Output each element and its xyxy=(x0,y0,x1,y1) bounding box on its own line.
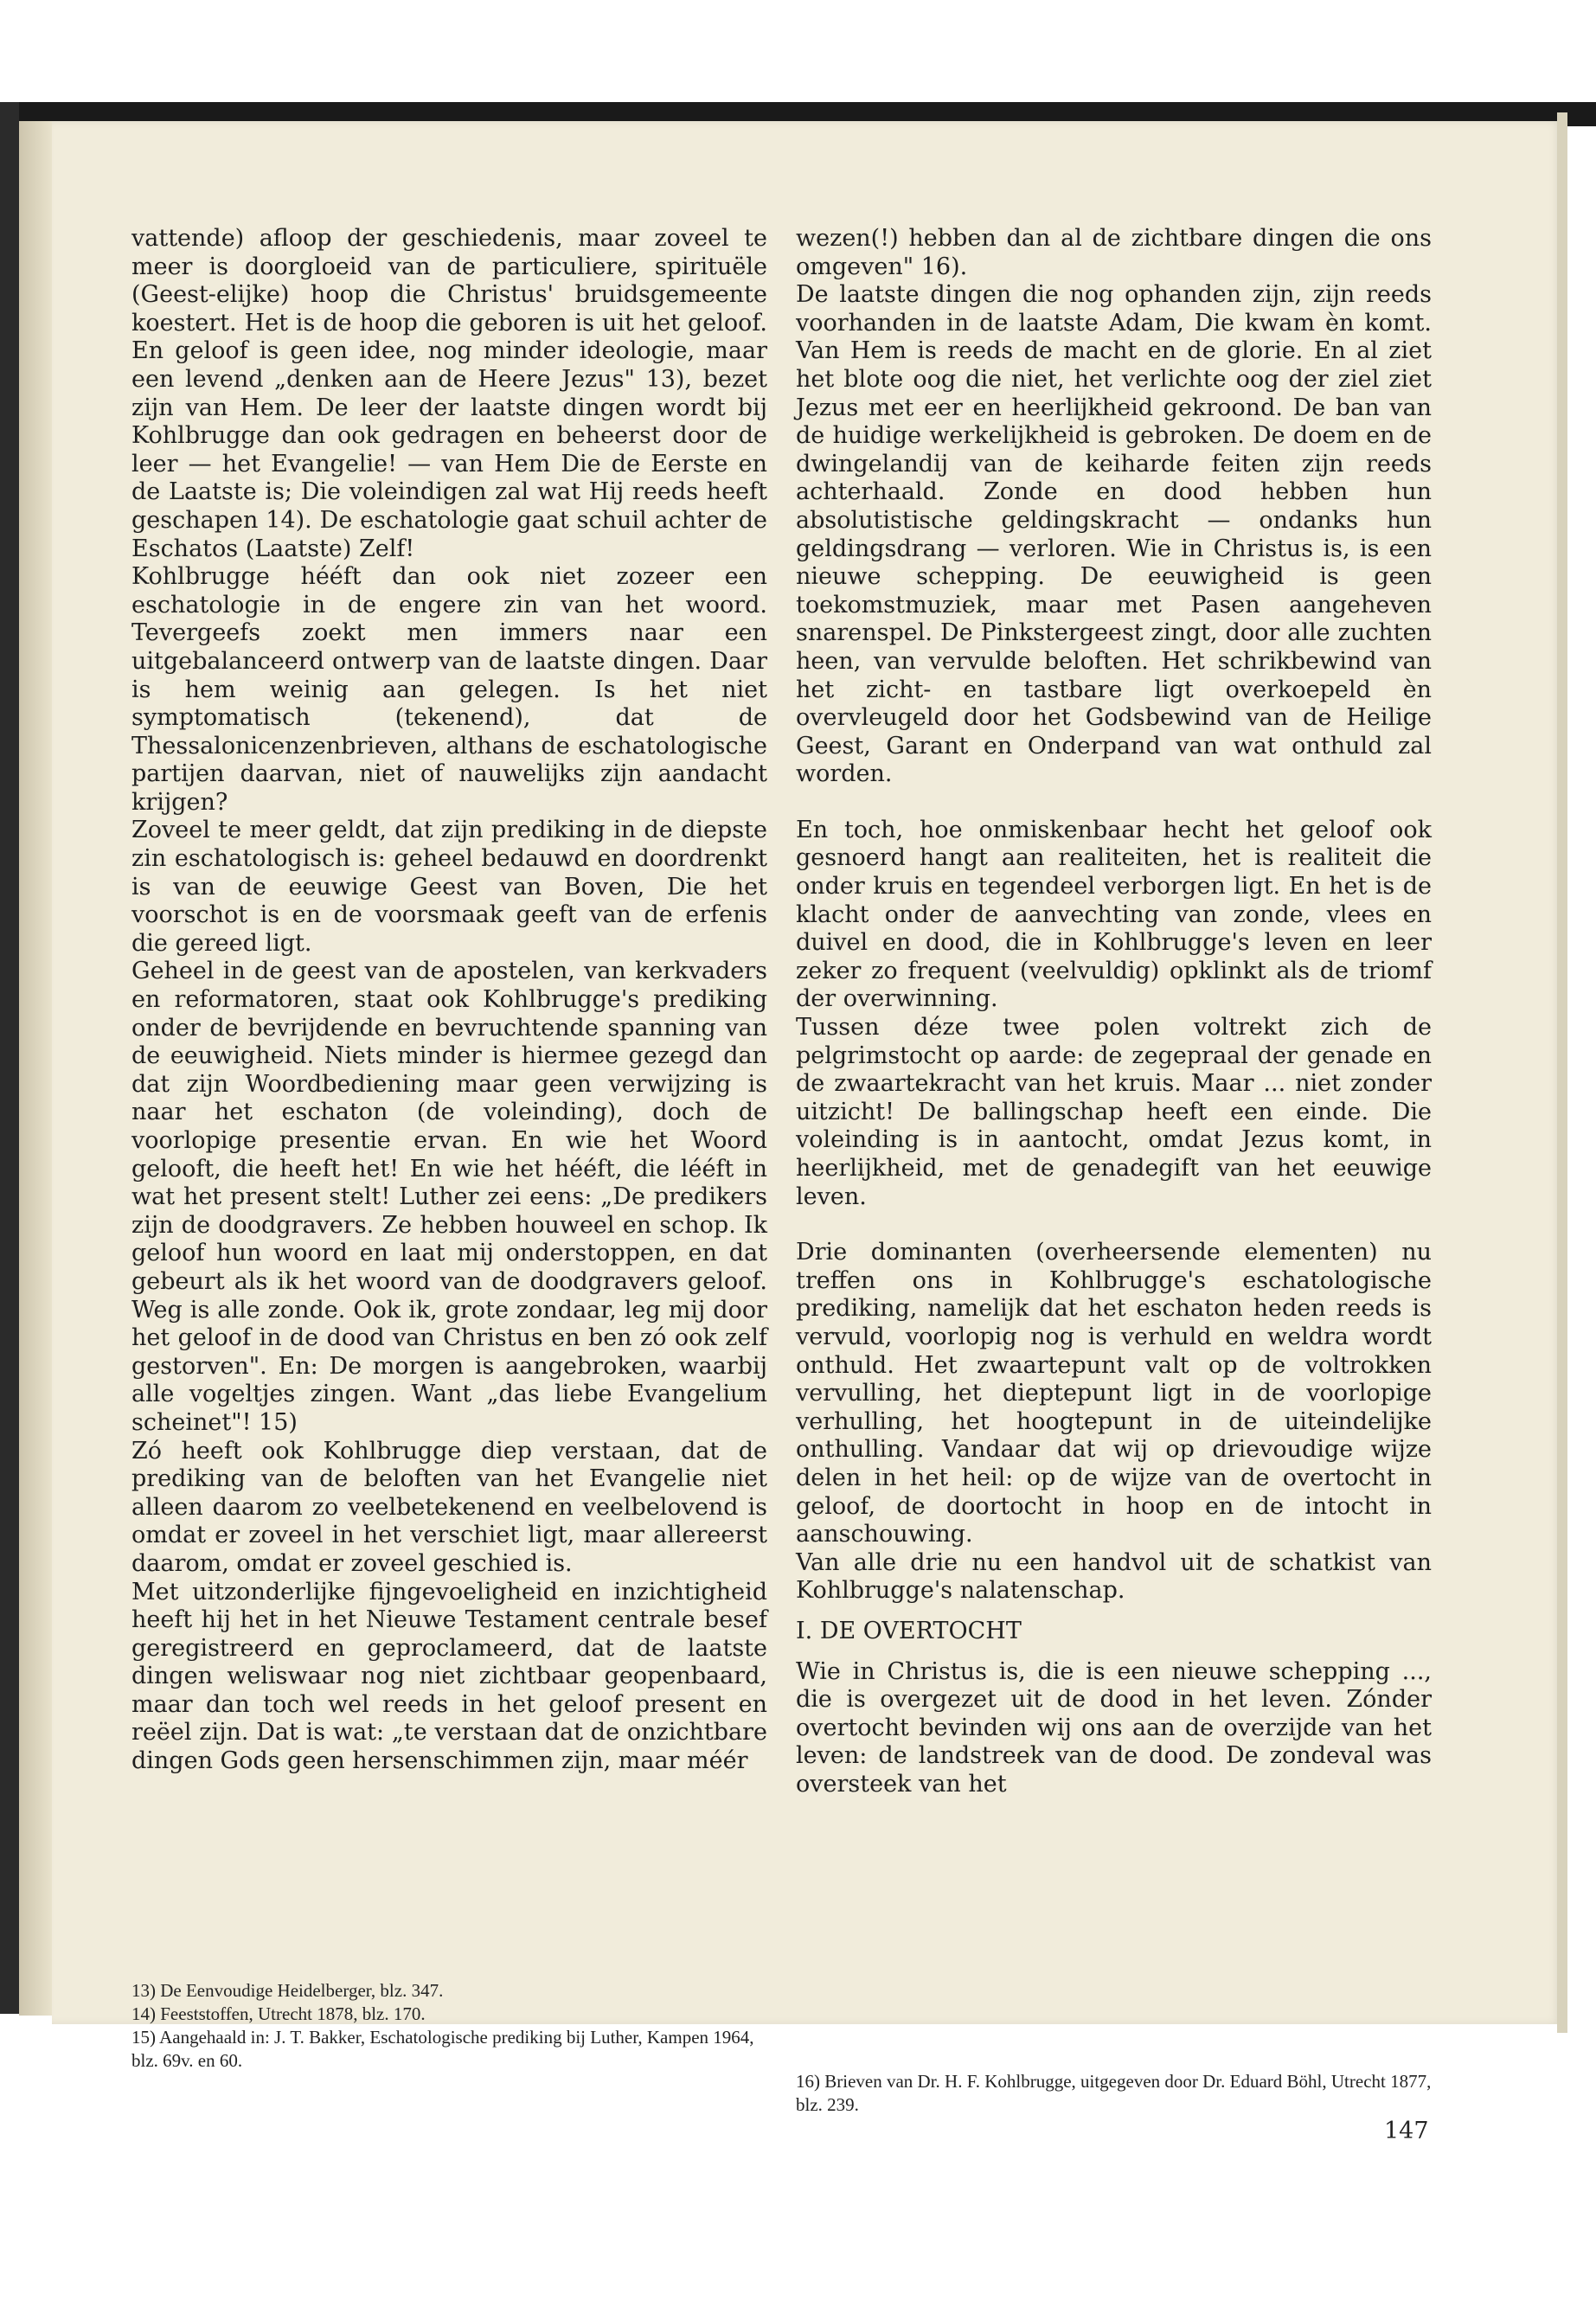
paragraph: Drie dominanten (overheersende elementen) nu treffen ons in Kohlbrugge's eschatologische prediking, namelijk dat het eschaton heden reeds is vervuld, voorlopig nog is verhuld en weldra wordt onthuld. Het zwaartepunt valt op de voltrokken vervulling, het dieptepunt ligt in de voorlopige verhulling, het hoogtepunt in de uiteindelijke onthulling. Vandaar dat wij op drievoudige wijze delen in het heil: op de wijze van de overtocht in geloof, de doortocht in hoop en de intocht in aanschouwing. xyxy=(796,1239,1432,1548)
paragraph: Van alle drie nu een handvol uit de schatkist van Kohlbrugge's nalatenschap. xyxy=(796,1548,1432,1605)
paragraph: De laatste dingen die nog ophanden zijn, zijn reeds voorhanden in de laatste Adam, Die kwam èn komt. Van Hem is reeds de macht en de glorie. En al ziet het blote oog die niet, het verlichte oog der ziel ziet Jezus met eer en heerlijkheid gekroond. De ban van de huidige werkelijkheid is gebroken. De doem en de dwingelandij van de keiharde feiten zijn reeds achterhaald. Zonde en dood hebben hun absolutistische geldingskracht — ondanks hun geldingsdrang — verloren. Wie in Christus is, is een nieuwe schepping. De eeuwigheid is geen toekomstmuziek, maar met Pasen aangeheven snarenspel. De Pinkstergeest zingt, door alle zuchten heen, van vervulde beloften. Het schrikbewind van het zicht- en tastbare ligt overkoepeld èn overvleugeld door het Godsbewind van de Heilige Geest, Garant en Onderpand van wat onthuld zal worden. xyxy=(796,281,1432,788)
footnote: 16) Brieven van Dr. H. F. Kohlbrugge, uitgegeven door Dr. Eduard Böhl, Utrecht 1877, blz. 239. xyxy=(796,2071,1432,2115)
paragraph: En toch, hoe onmiskenbaar hecht het geloof ook gesnoerd hangt aan realiteiten, het is realiteit die onder kruis en tegendeel verborgen ligt. En het is de klacht onder de aanvechting van zonde, vlees en duivel en dood, die in Kohlbrugge's leven en leer zeker zo frequent (veelvuldig) opklinkt als de triomf der overwinning. xyxy=(796,816,1432,1013)
section-heading: I. DE OVERTOCHT xyxy=(796,1617,1022,1644)
footnote: 14) Feeststoffen, Utrecht 1878, blz. 170. xyxy=(131,2003,426,2024)
paragraph: Geheel in de geest van de apostelen, van kerkvaders en reformatoren, staat ook Kohlbrugge's prediking onder de bevrijdende en bevruchtende spanning van de eeuwigheid. Niets minder is hiermee gezegd dan dat zijn Woordbediening maar geen verwijzing is naar het eschaton (de voleinding), doch de voorlopige presentie ervan. En wie het Woord gelooft, die heeft het! En wie het hééft, die lééft in wat het present stelt! Luther zei eens: „De predikers zijn de doodgravers. Ze hebben houweel en schop. Ik geloof hun woord en laat mij onderstoppen, en dat gebeurt als ik het woord van de doodgravers geloof. Weg is alle zonde. Ook ik, grote zondaar, leg mij door het geloof in de dood van Christus en ben zó ook zelf gestorven". En: De morgen is aangebroken, waarbij alle vogeltjes zingen. Want „das liebe Evangelium scheinet"! 15) xyxy=(131,958,767,1436)
left-column xyxy=(131,225,767,1776)
paragraph: Wie in Christus is, die is een nieuwe schepping ..., die is overgezet uit de dood in het leven. Zónder overtocht bevinden wij ons aan de overzijde van het leven: de landstreek van de dood. De zondeval was oversteek van het xyxy=(796,1657,1432,1798)
paragraph: Zó heeft ook Kohlbrugge diep verstaan, dat de prediking van de beloften van het Evangelie niet alleen daarom zo veelbetekenend en veelbelovend is omdat er zoveel in het verschiet ligt, maar allereerst daarom, omdat er zoveel geschied is. xyxy=(131,1437,767,1577)
footnotes-right xyxy=(796,2070,1432,2117)
paragraph: vattende) afloop der geschiedenis, maar zoveel te meer is doorgloeid van de particuliere, spirituële (Geest-elijke) hoop die Christus' bruidsgemeente koestert. Het is de hoop die geboren is uit het geloof. En geloof is geen idee, nog minder ideologie, maar een levend „denken aan de Heere Jezus" 13), bezet zijn van Hem. De leer der laatste dingen wordt bij Kohlbrugge dan ook gedragen en beheerst door de leer — het Evangelie! — van Hem Die de Eerste en de Laatste is; Die voleindigen zal wat Hij reeds heeft geschapen 14). De eschatologie gaat schuil achter de Eschatos (Laatste) Zelf! xyxy=(131,225,767,562)
page-number: 147 xyxy=(1384,2118,1429,2144)
footnote: 15) Aangehaald in: J. T. Bakker, Eschatologische prediking bij Luther, Kampen 1964, blz. 69v. en 60. xyxy=(131,2027,754,2071)
footnote: 13) De Eenvoudige Heidelberger, blz. 347. xyxy=(131,1980,444,2001)
paragraph: wezen(!) hebben dan al de zichtbare dingen die ons omgeven" 16). xyxy=(796,225,1432,280)
right-column xyxy=(796,225,1432,1798)
page-gutter xyxy=(19,121,52,2016)
paragraph: Met uitzonderlijke fijngevoeligheid en inzichtigheid heeft hij het in het Nieuwe Testament centrale besef geregistreerd en geproclameerd, dat de laatste dingen weliswaar nog niet zichtbaar geopenbaard, maar dan toch wel reeds in het geloof present en reëel zijn. Dat is wat: „te verstaan dat de onzichtbare dingen Gods geen hersenschimmen zijn, maar méér xyxy=(131,1578,767,1775)
paragraph: Kohlbrugge hééft dan ook niet zozeer een eschatologie in de engere zin van het woord. Tevergeefs zoekt men immers naar een uitgebalanceerd ontwerp van de laatste dingen. Daar is hem weinig aan gelegen. Is het niet symptomatisch (tekenend), dat de Thessalonicenzenbrieven, althans de eschatologische partijen daarvan, niet of nauwelijks zijn aandacht krijgen? xyxy=(131,563,767,816)
paragraph: Zoveel te meer geldt, dat zijn prediking in de diepste zin eschatologisch is: geheel bedauwd en doordrenkt is van de eeuwige Geest van Boven, Die het voorschot is en de voorsmaak geeft van de erfenis die gereed ligt. xyxy=(131,817,767,957)
page-edge xyxy=(1557,112,1567,2033)
footnotes-left xyxy=(131,1979,763,2073)
paragraph: Tussen déze twee polen voltrekt zich de pelgrimstocht op aarde: de zegepraal der genade en de zwaartekracht van het kruis. Maar ... niet zonder uitzicht! De ballingschap heeft een einde. Die voleinding is in aantocht, omdat Jezus komt, in heerlijkheid, met de genadegift van het eeuwige leven. xyxy=(796,1014,1432,1210)
book-spine xyxy=(0,102,19,2014)
